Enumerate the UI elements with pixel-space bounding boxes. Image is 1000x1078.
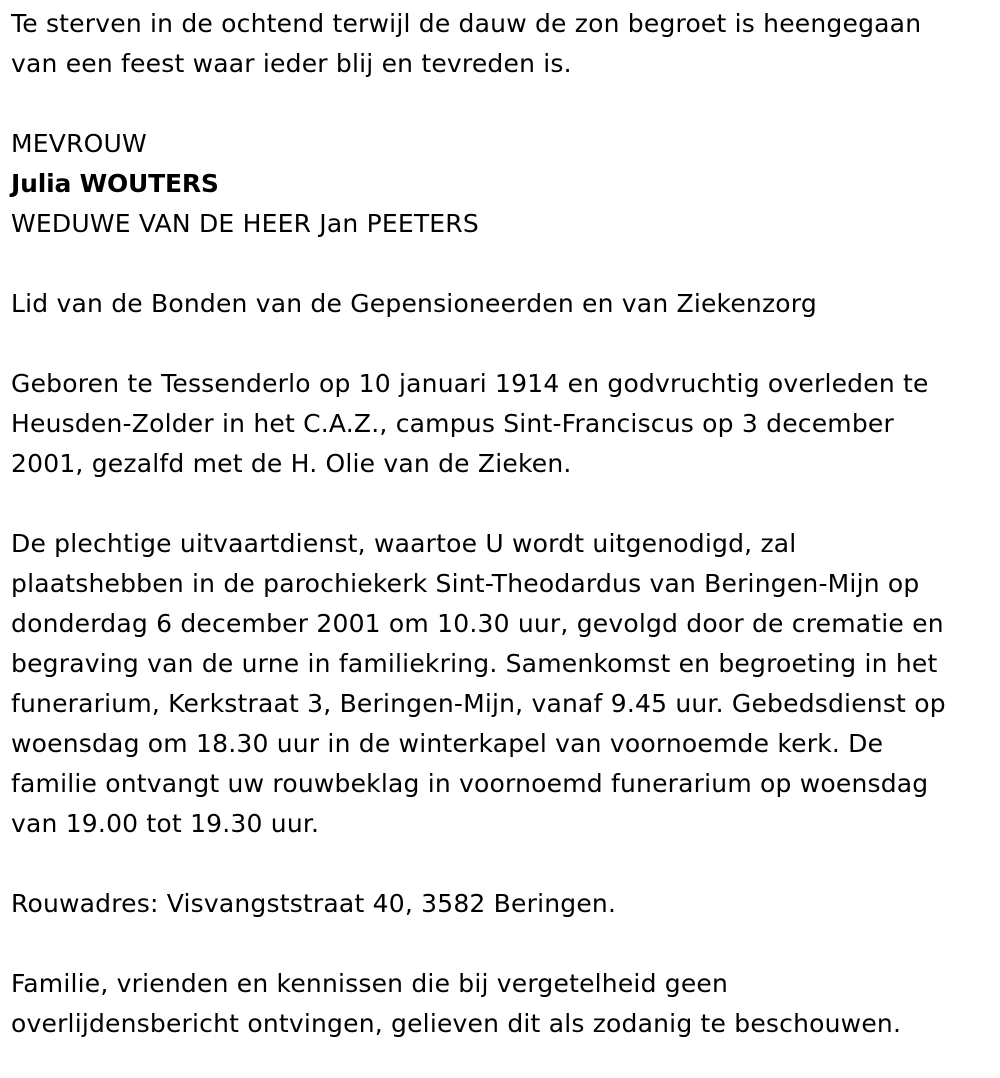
service-line: begraving van de urne in familiekring. Samenkomst en begroeting in het	[11, 649, 938, 678]
obituary-document	[11, 4, 996, 1044]
spacer	[11, 484, 996, 524]
spacer	[11, 324, 996, 364]
spacer	[11, 924, 996, 964]
birth-death-line: Heusden-Zolder in het C.A.Z., campus Sint-Franciscus op 3 december	[11, 409, 894, 438]
epigraph-line: van een feest waar ieder blij en tevreden is.	[11, 49, 572, 78]
service-line: plaatshebben in de parochiekerk Sint-Theodardus van Beringen-Mijn op	[11, 569, 920, 598]
salutation: MEVROUW	[11, 129, 147, 158]
service-line: van 19.00 tot 19.30 uur.	[11, 809, 320, 838]
service-line: De plechtige uitvaartdienst, waartoe U wordt uitgenodigd, zal	[11, 529, 797, 558]
deceased-name: Julia WOUTERS	[11, 169, 219, 198]
widow-line: WEDUWE VAN DE HEER Jan PEETERS	[11, 209, 479, 238]
closing-line: Familie, vrienden en kennissen die bij vergetelheid geen	[11, 969, 729, 998]
service-line: funerarium, Kerkstraat 3, Beringen-Mijn, vanaf 9.45 uur. Gebedsdienst op	[11, 689, 946, 718]
service-line: woensdag om 18.30 uur in de winterkapel van voornoemde kerk. De	[11, 729, 884, 758]
spacer	[11, 244, 996, 284]
membership-line: Lid van de Bonden van de Gepensioneerden en van Ziekenzorg	[11, 289, 817, 318]
closing-line: overlijdensbericht ontvingen, gelieven dit als zodanig te beschouwen.	[11, 1009, 902, 1038]
service-line: familie ontvangt uw rouwbeklag in voornoemd funerarium op woensdag	[11, 769, 929, 798]
birth-death-line: Geboren te Tessenderlo op 10 januari 1914 en godvruchtig overleden te	[11, 369, 929, 398]
spacer	[11, 84, 996, 124]
spacer	[11, 844, 996, 884]
birth-death-line: 2001, gezalfd met de H. Olie van de Zieken.	[11, 449, 572, 478]
service-line: donderdag 6 december 2001 om 10.30 uur, gevolgd door de crematie en	[11, 609, 944, 638]
address-line: Rouwadres: Visvangststraat 40, 3582 Beringen.	[11, 889, 617, 918]
epigraph-line: Te sterven in de ochtend terwijl de dauw de zon begroet is heengegaan	[11, 9, 922, 38]
